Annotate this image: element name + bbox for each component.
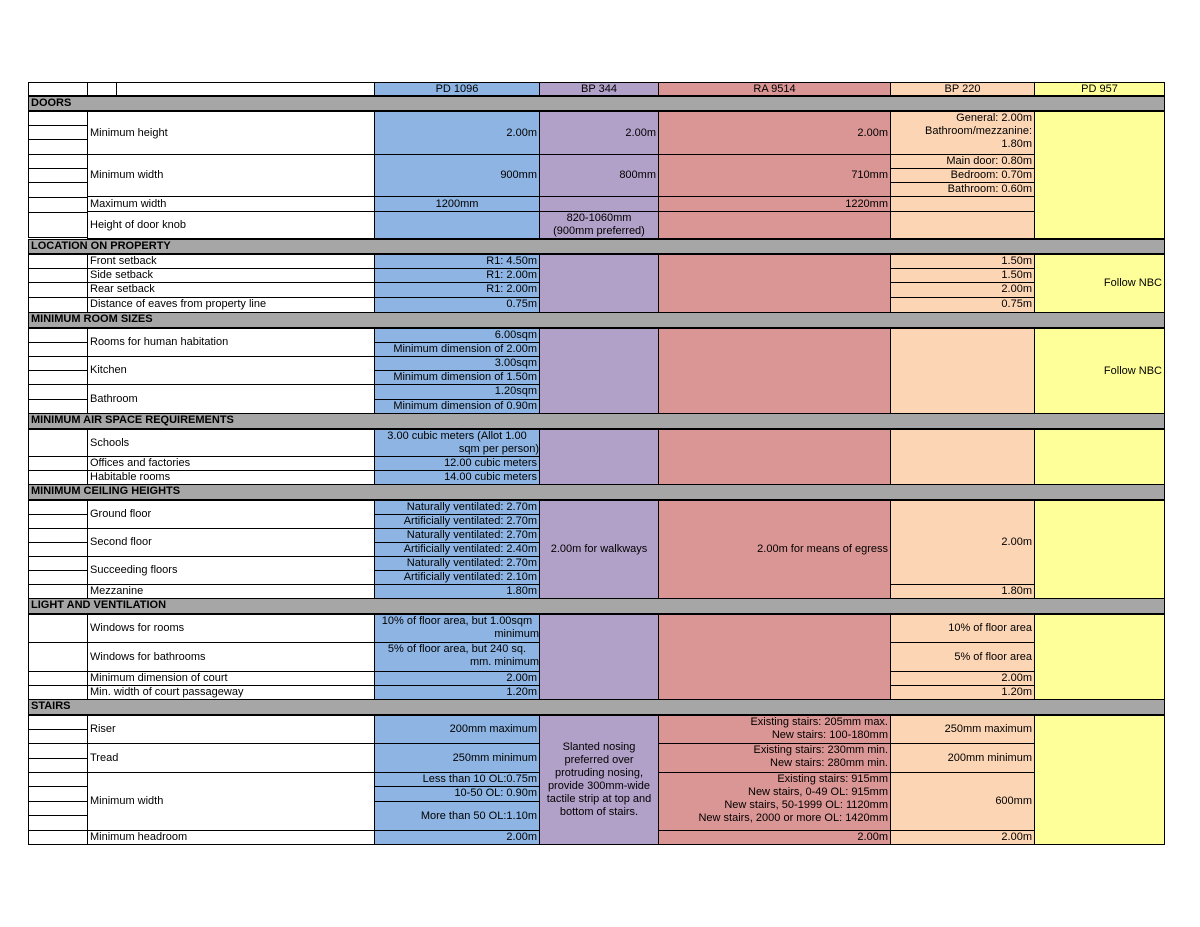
bp220-court-dimension: 2.00m (890, 671, 1035, 686)
bp220-knob (890, 211, 1035, 239)
pd1096-second-natural: Naturally ventilated: 2.70m (374, 528, 540, 543)
bp344-location (539, 254, 659, 313)
ra9514-knob (658, 211, 891, 239)
pd1096-riser: 200mm maximum (374, 715, 540, 744)
pd1096-tread: 250mm minimum (374, 743, 540, 773)
label-stair-width: Minimum width (87, 772, 375, 831)
header-pd957: PD 957 (1034, 82, 1165, 96)
row-index-column (28, 429, 88, 485)
bp220-side: 1.50m (890, 268, 1035, 283)
ra9514-stair-width: Existing stairs: 915mm New stairs, 0-49 OL: 915mm New stairs, 50-1999 OL: 1120mm New stairs, 2000 or more OL: 1420mm (658, 772, 891, 831)
section-stairs: STAIRS (28, 699, 1165, 715)
label-min-width: Minimum width (87, 154, 375, 197)
pd1096-kitchen-area: 3.00sqm (374, 356, 540, 371)
label-max-width: Maximum width (87, 196, 375, 212)
pd1096-width-large: More than 50 OL:1.10m (374, 801, 540, 831)
label-kitchen: Kitchen (87, 356, 375, 385)
label-windows-rooms: Windows for rooms (87, 614, 375, 643)
label-front-setback: Front setback (87, 254, 375, 269)
bp220-riser: 250mm maximum (890, 715, 1035, 744)
label-offices: Offices and factories (87, 456, 375, 471)
label-second-floor: Second floor (87, 528, 375, 557)
bp220-stair-width: 600mm (890, 772, 1035, 831)
section-ceiling: MINIMUM CEILING HEIGHTS (28, 484, 1165, 500)
ra9514-ceiling: 2.00m for means of egress (658, 500, 891, 599)
pd1096-headroom: 2.00m (374, 830, 540, 845)
pd1096-offices: 12.00 cubic meters (374, 456, 540, 471)
row-index-column (28, 715, 88, 845)
pd1096-min-height: 2.00m (374, 111, 540, 155)
section-light-ventilation: LIGHT AND VENTILATION (28, 598, 1165, 614)
row-index-column (28, 111, 88, 238)
bp220-max-width (890, 196, 1035, 212)
bp344-max-width (539, 196, 659, 212)
label-habitable: Habitable rooms (87, 470, 375, 485)
ra9514-room-sizes (658, 328, 891, 414)
pd1096-front: R1: 4.50m (374, 254, 540, 269)
section-room-sizes: MINIMUM ROOM SIZES (28, 312, 1165, 328)
bp220-front: 1.50m (890, 254, 1035, 269)
header-bp220: BP 220 (890, 82, 1035, 96)
pd1096-ground-natural: Naturally ventilated: 2.70m (374, 500, 540, 515)
ra9514-max-width: 1220mm (658, 196, 891, 212)
ra9514-tread: Existing stairs: 230mm min. New stairs: 280mm min. (658, 743, 891, 773)
row-index-column (28, 614, 88, 700)
pd1096-windows-bathrooms: 5% of floor area, but 240 sq. mm. minimum (374, 642, 540, 672)
label-succeeding-floors: Succeeding floors (87, 556, 375, 585)
pd1096-court-dimension: 2.00m (374, 671, 540, 686)
label-rear-setback: Rear setback (87, 282, 375, 298)
pd1096-width-small: Less than 10 OL:0.75m (374, 772, 540, 787)
label-bathroom: Bathroom (87, 384, 375, 414)
bp344-knob: 820-1060mm (900mm preferred) (539, 211, 659, 239)
pd1096-knob (374, 211, 540, 239)
pd1096-max-width: 1200mm (374, 196, 540, 212)
bp220-width-bedroom: Bedroom: 0.70m (890, 168, 1035, 183)
pd1096-bathroom-area: 1.20sqm (374, 384, 540, 400)
ra9514-location (658, 254, 891, 313)
bp344-air (539, 429, 659, 485)
label-min-height: Minimum height (87, 111, 375, 155)
pd957-room-sizes: Follow NBC (1034, 328, 1165, 414)
bp220-width-bathroom: Bathroom: 0.60m (890, 182, 1035, 197)
pd1096-court-passageway: 1.20m (374, 685, 540, 700)
bp220-court-passageway: 1.20m (890, 685, 1035, 700)
label-riser: Riser (87, 715, 375, 744)
pd1096-windows-rooms: 10% of floor area, but 1.00sqm minimum (374, 614, 540, 643)
header-pd1096: PD 1096 (374, 82, 540, 96)
pd957-doors (1034, 111, 1165, 239)
label-door-knob: Height of door knob (87, 211, 375, 239)
blank-header-cell (87, 82, 117, 96)
pd957-stairs (1034, 715, 1165, 845)
pd1096-succ-natural: Naturally ventilated: 2.70m (374, 556, 540, 571)
bp344-min-width: 800mm (539, 154, 659, 197)
row-index-column (28, 254, 88, 313)
pd1096-habitation-area: 6.00sqm (374, 328, 540, 343)
ra9514-riser: Existing stairs: 205mm max. New stairs: 100-180mm (658, 715, 891, 744)
bp220-headroom: 2.00m (890, 830, 1035, 845)
label-habitation: Rooms for human habitation (87, 328, 375, 357)
ra9514-min-height: 2.00m (658, 111, 891, 155)
label-windows-bathrooms: Windows for bathrooms (87, 642, 375, 672)
bp220-rear: 2.00m (890, 282, 1035, 298)
pd957-light (1034, 614, 1165, 700)
bp344-stairs: Slanted nosing preferred over protruding nosing, provide 300mm-wide tactile strip at top and bottom of stairs. (539, 715, 659, 845)
pd1096-bathroom-dim: Minimum dimension of 0.90m (374, 399, 540, 414)
pd957-location: Follow NBC (1034, 254, 1165, 313)
pd1096-habitable: 14.00 cubic meters (374, 470, 540, 485)
bp220-ceiling: 2.00m (890, 500, 1035, 585)
bp220-tread: 200mm minimum (890, 743, 1035, 773)
comparison-sheet (28, 82, 1165, 845)
bp344-room-sizes (539, 328, 659, 414)
pd957-ceiling (1034, 500, 1165, 599)
bp220-mezzanine: 1.80m (890, 584, 1035, 599)
bp220-windows-bathrooms: 5% of floor area (890, 642, 1035, 672)
pd1096-second-artificial: Artificially ventilated: 2.40m (374, 542, 540, 557)
pd1096-rear: R1: 2.00m (374, 282, 540, 298)
pd1096-side: R1: 2.00m (374, 268, 540, 283)
pd1096-schools: 3.00 cubic meters (Allot 1.00 sqm per person) (374, 429, 540, 457)
label-ground-floor: Ground floor (87, 500, 375, 529)
header-bp344: BP 344 (539, 82, 659, 96)
bp220-eaves: 0.75m (890, 297, 1035, 313)
label-eaves: Distance of eaves from property line (87, 297, 375, 313)
label-mezzanine: Mezzanine (87, 584, 375, 599)
header-ra9514: RA 9514 (658, 82, 891, 96)
bp344-light (539, 614, 659, 700)
bp220-min-height: General: 2.00m Bathroom/mezzanine: 1.80m (890, 111, 1035, 155)
pd1096-kitchen-dim: Minimum dimension of 1.50m (374, 370, 540, 385)
bp220-windows-rooms: 10% of floor area (890, 614, 1035, 643)
pd1096-eaves: 0.75m (374, 297, 540, 313)
ra9514-min-width: 710mm (658, 154, 891, 197)
blank-header-cell (116, 82, 375, 96)
bp344-ceiling: 2.00m for walkways (539, 500, 659, 599)
label-headroom: Minimum headroom (87, 830, 375, 845)
pd1096-width-medium: 10-50 OL: 0.90m (374, 786, 540, 802)
section-location: LOCATION ON PROPERTY (28, 239, 1165, 254)
section-air-space: MINIMUM AIR SPACE REQUIREMENTS (28, 413, 1165, 429)
bp220-air (890, 429, 1035, 485)
ra9514-light (658, 614, 891, 700)
pd1096-ground-artificial: Artificially ventilated: 2.70m (374, 514, 540, 529)
pd1096-mezzanine: 1.80m (374, 584, 540, 599)
section-doors: DOORS (28, 96, 1165, 111)
label-court-dimension: Minimum dimension of court (87, 671, 375, 686)
ra9514-air (658, 429, 891, 485)
ra9514-headroom: 2.00m (658, 830, 891, 845)
blank-header-cell (28, 82, 88, 96)
bp344-min-height: 2.00m (539, 111, 659, 155)
bp220-room-sizes (890, 328, 1035, 414)
pd957-air (1034, 429, 1165, 485)
pd1096-min-width: 900mm (374, 154, 540, 197)
label-schools: Schools (87, 429, 375, 457)
pd1096-succ-artificial: Artificially ventilated: 2.10m (374, 570, 540, 585)
pd1096-habitation-dim: Minimum dimension of 2.00m (374, 342, 540, 357)
label-court-passageway: Min. width of court passageway (87, 685, 375, 700)
label-tread: Tread (87, 743, 375, 773)
row-index-column (28, 328, 88, 414)
label-side-setback: Side setback (87, 268, 375, 283)
bp220-width-main: Main door: 0.80m (890, 154, 1035, 169)
